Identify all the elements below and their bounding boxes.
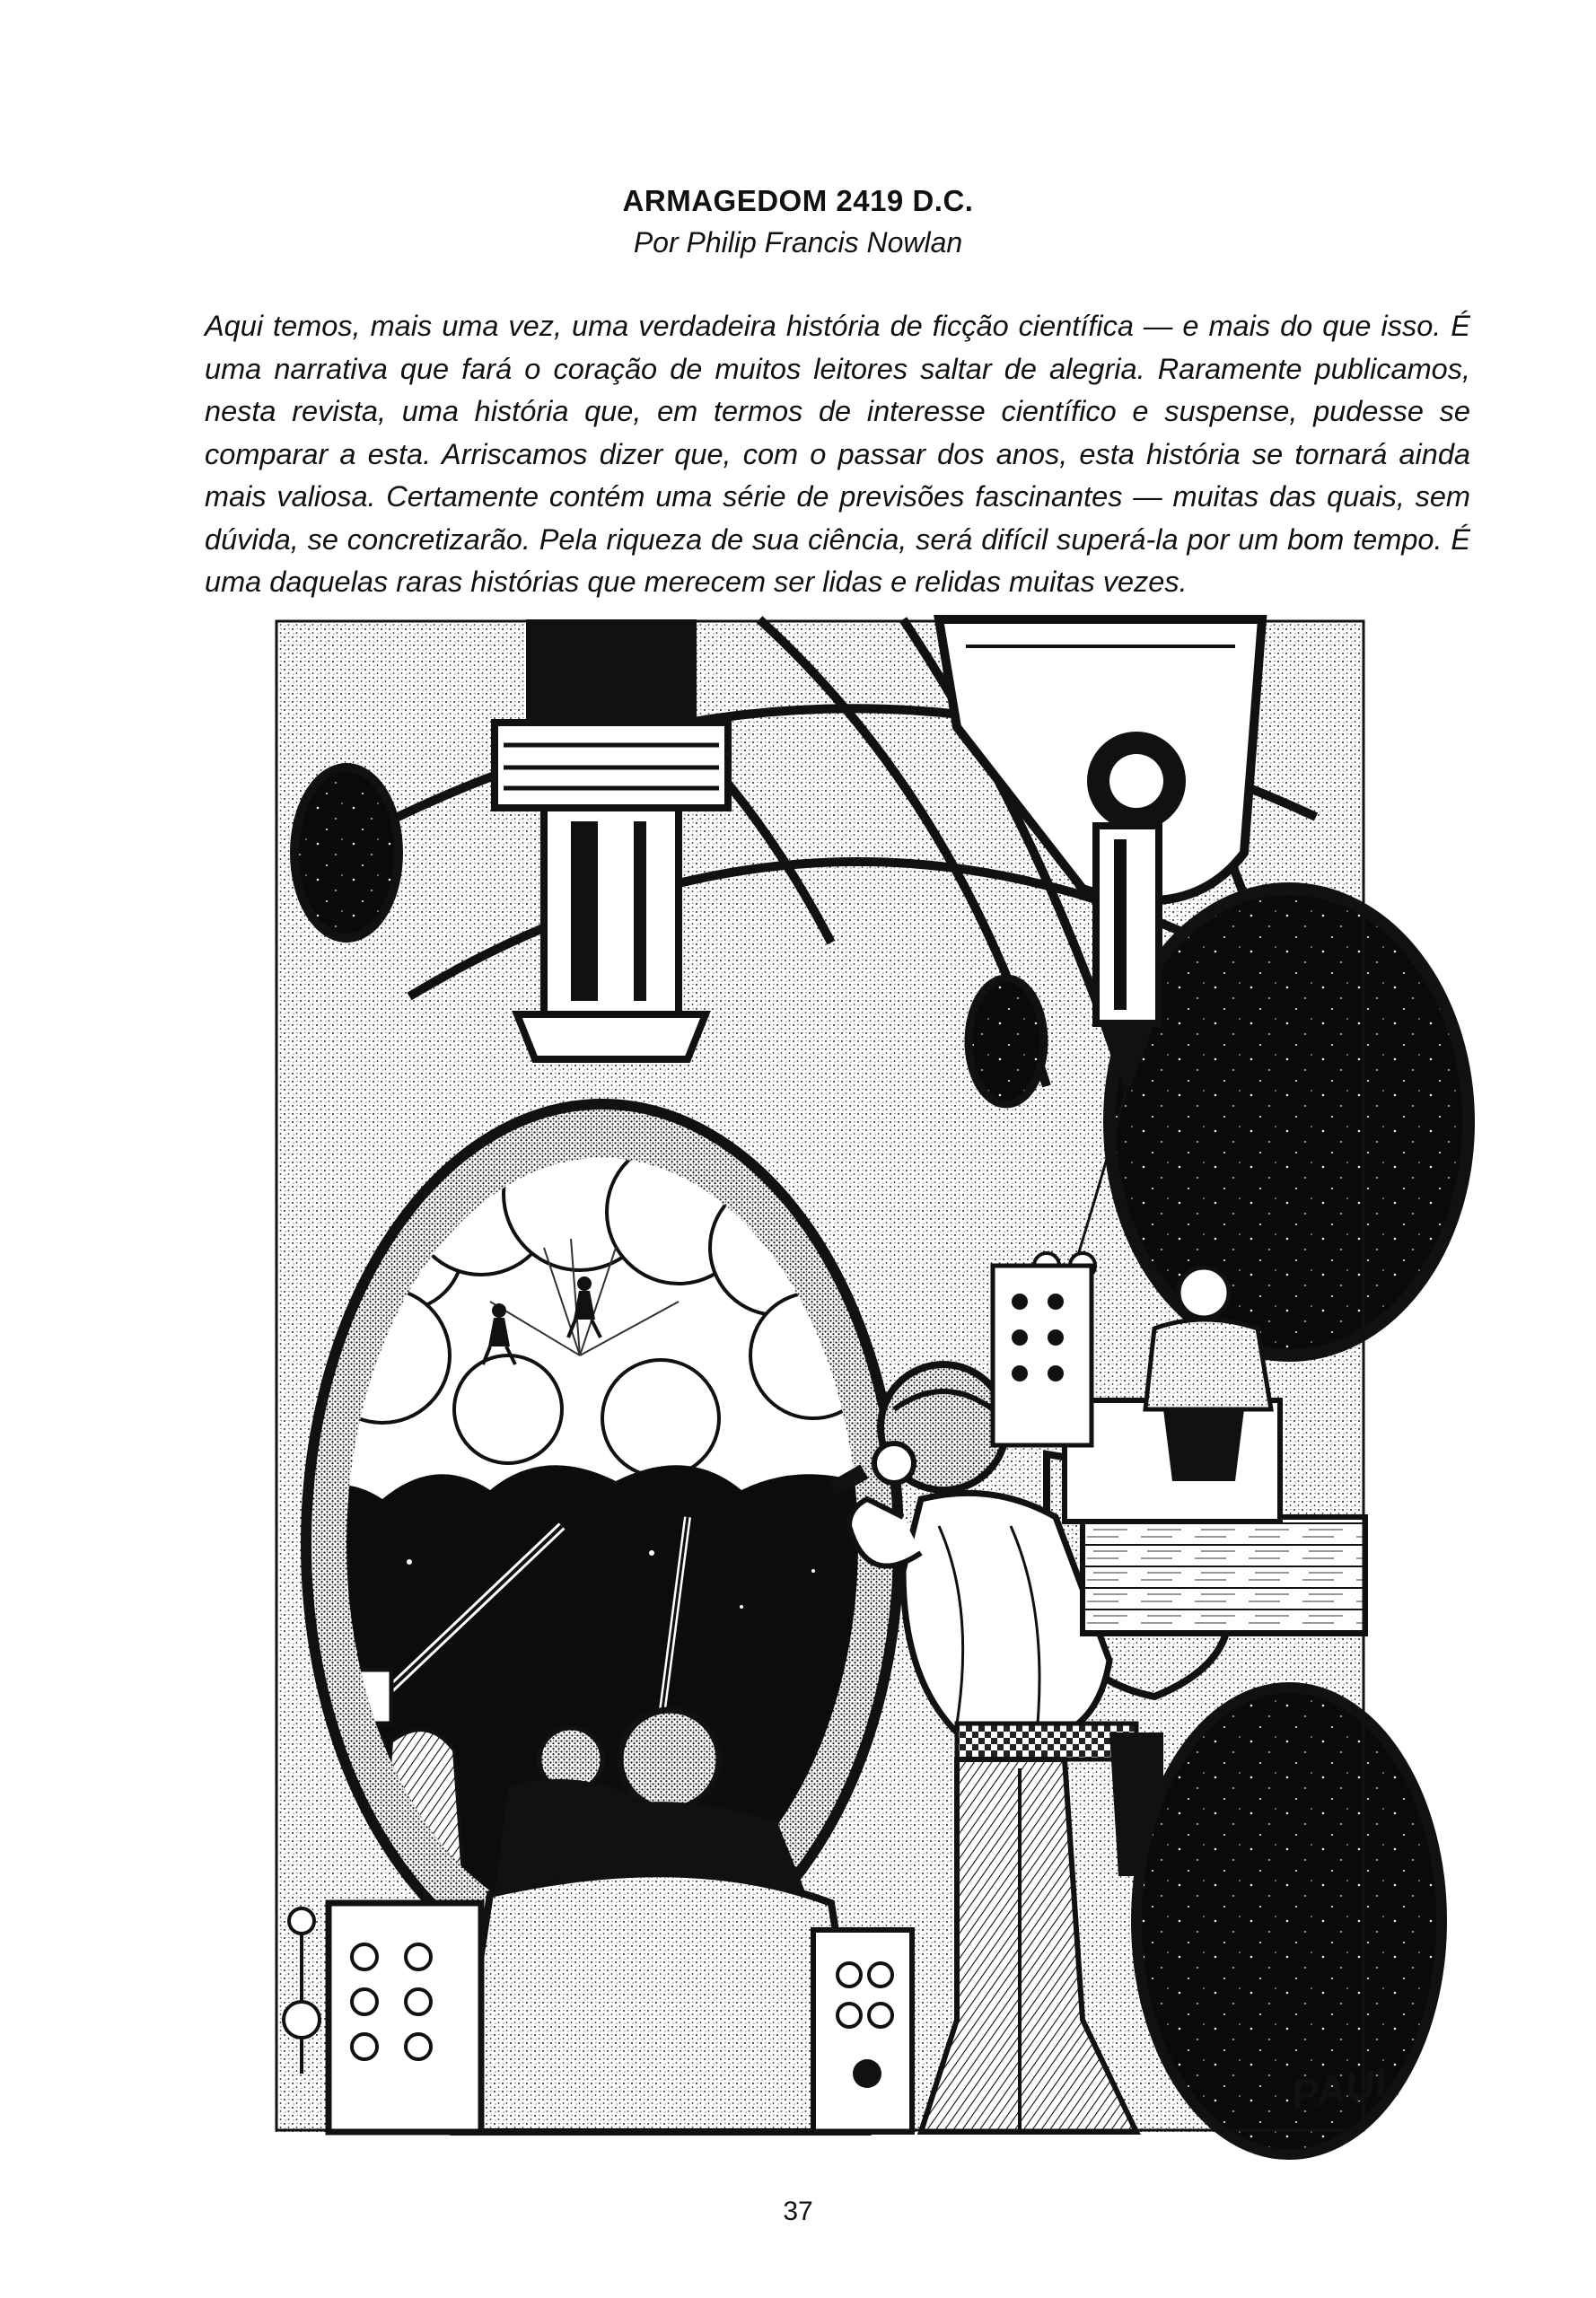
artist-signature: PAUL	[1288, 2057, 1404, 2118]
article-intro: Aqui temos, mais uma vez, uma verdadeira história de ficção científica — e mais do que isso. É uma narrativa que fará o coração de muitos leitores saltar de alegria. Raramente publicamos, nesta revista, uma história que, em termos de interesse científico e suspense, pudesse se comparar a esta. Arriscamos dizer que, com o passar dos anos, esta história se tornará ainda mais valiosa. Certamente contém uma série de previsões fascinantes — muitas das quais, sem dúvida, se concretizarão. Pela riqueza de sua ciência, será difícil superá-la por um bom tempo. É uma daquelas raras histórias que merecem ser lidas e relidas muitas vezes.	[205, 310, 1470, 598]
control-panel-center	[813, 1930, 912, 2132]
illustration-drawing	[275, 619, 1404, 2132]
illustration	[275, 619, 1404, 2132]
dome-window-left	[294, 767, 399, 938]
dome-window-right	[1109, 889, 1469, 1355]
article-byline: Por Philip Francis Nowlan	[633, 226, 963, 259]
dome-window-center	[969, 978, 1044, 1104]
page-number: 37	[783, 2197, 813, 2226]
article-title: ARMAGEDOM 2419 D.C.	[622, 184, 974, 217]
